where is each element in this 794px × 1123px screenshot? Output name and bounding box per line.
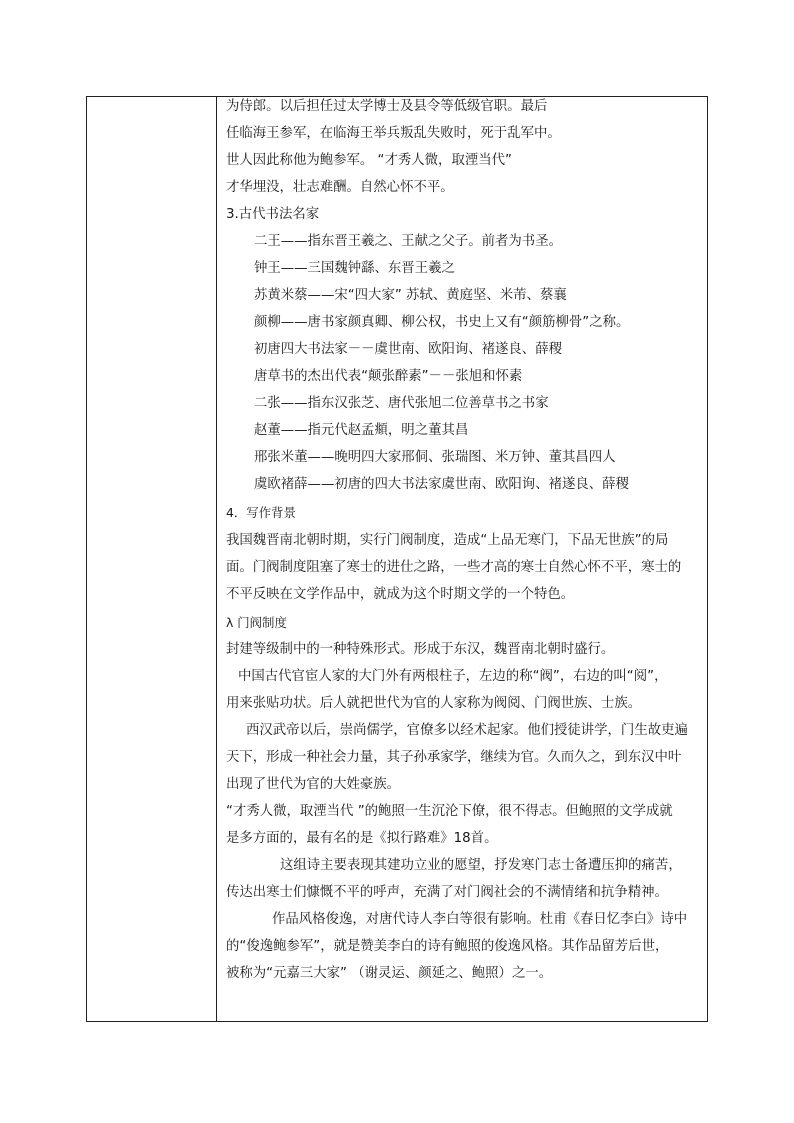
- text-line: 世人因此称他为鲍参军。 “才秀人微，取湮当代”: [226, 153, 512, 168]
- text-line: 不平反映在文学作品中，就成为这个时期文学的一个特色。: [226, 587, 575, 602]
- list-item: 颜柳——唐书家颜真卿、柳公权，书史上又有“颜筋柳骨”之称。: [254, 315, 630, 330]
- text-line: 天下，形成一种社会力量，其子孙承家学，继续为官。久而久之，到东汉中叶: [226, 750, 682, 765]
- text-line: 传达出寒士们慷慨不平的呼声，充满了对门阀社会的不满情绪和抗争精神。: [226, 885, 668, 900]
- list-item: 虞欧褚薛——初唐的四大书法家虞世南、欧阳询、褚遂良、薛稷: [254, 477, 629, 492]
- text-line: 西汉武帝以后，崇尚儒学，官僚多以经术起家。他们授徒讲学，门生故吏遍: [246, 723, 688, 738]
- subsection-heading: λ 门阀制度: [226, 615, 287, 630]
- text-line: 这组诗主要表现其建功立业的愿望，抒发寒门志士备遭压抑的痛苦，: [280, 858, 682, 873]
- list-item: 赵董——指元代赵孟頫，明之董其昌: [254, 423, 469, 438]
- table-left-cell: [87, 97, 217, 1021]
- content-table: [86, 96, 708, 1022]
- text-line: 被称为“元嘉三大家” （谢灵运、颜延之、鲍照）之一。: [226, 966, 553, 981]
- section-heading: 4．写作背景: [226, 505, 296, 520]
- text-line: 面。门阀制度阻塞了寒士的进仕之路，一些才高的寒士自然心怀不平，寒士的: [226, 560, 682, 575]
- text-line: 为侍郎。以后担任过太学博士及县令等低级官职。最后: [226, 99, 548, 114]
- text-line: 的“俊逸鲍参军”，就是赞美李白的诗有鲍照的俊逸风格。其作品留芳后世，: [226, 939, 669, 954]
- text-line: 任临海王参军，在临海王举兵叛乱失败时，死于乱军中。: [226, 126, 561, 141]
- text-line: 是多方面的，最有名的是《拟行路难》18首。: [226, 831, 498, 846]
- text-line: 才华埋没，壮志难酬。自然心怀不平。: [226, 180, 454, 195]
- list-item: 唐草书的杰出代表“颠张醉素”－－张旭和怀素: [254, 369, 523, 384]
- list-item: 二张——指东汉张芝、唐代张旭二位善草书之书家: [254, 396, 549, 411]
- list-item: 钟王——三国魏钟繇、东晋王羲之: [254, 261, 455, 276]
- text-line: “才秀人微，取湮当代 ”的鲍照一生沉沦下僚，很不得志。但鲍照的文学成就: [226, 804, 673, 819]
- text-line: 封建等级制中的一种特殊形式。形成于东汉，魏晋南北朝时盛行。: [226, 642, 615, 657]
- list-item: 苏黄米蔡——宋“四大家” 苏轼、黄庭坚、米芾、蔡襄: [254, 288, 567, 303]
- text-line: 用来张贴功状。后人就把世代为官的人家称为阀阅、门阀世族、士族。: [226, 696, 642, 711]
- list-item: 初唐四大书法家－－虞世南、欧阳询、褚遂良、薛稷: [254, 342, 562, 357]
- list-item: 二王——指东晋王羲之、王献之父子。前者为书圣。: [254, 234, 562, 249]
- text-line: 中国古代官宦人家的大门外有两根柱子，左边的称“阀”，右边的叫“阅”，: [238, 669, 668, 684]
- text-line: 作品风格俊逸，对唐代诗人李白等很有影响。杜甫《春日忆李白》诗中: [272, 912, 688, 927]
- text-line: 我国魏晋南北朝时期，实行门阀制度，造成“上品无寒门，下品无世族”的局: [226, 533, 669, 548]
- table-right-cell: [218, 97, 707, 1021]
- section-heading: 3.古代书法名家: [226, 207, 320, 222]
- list-item: 邢张米董——晚明四大家邢侗、张瑞图、米万钟、董其昌四人: [254, 450, 616, 465]
- text-line: 出现了世代为官的大姓豪族。: [226, 777, 401, 792]
